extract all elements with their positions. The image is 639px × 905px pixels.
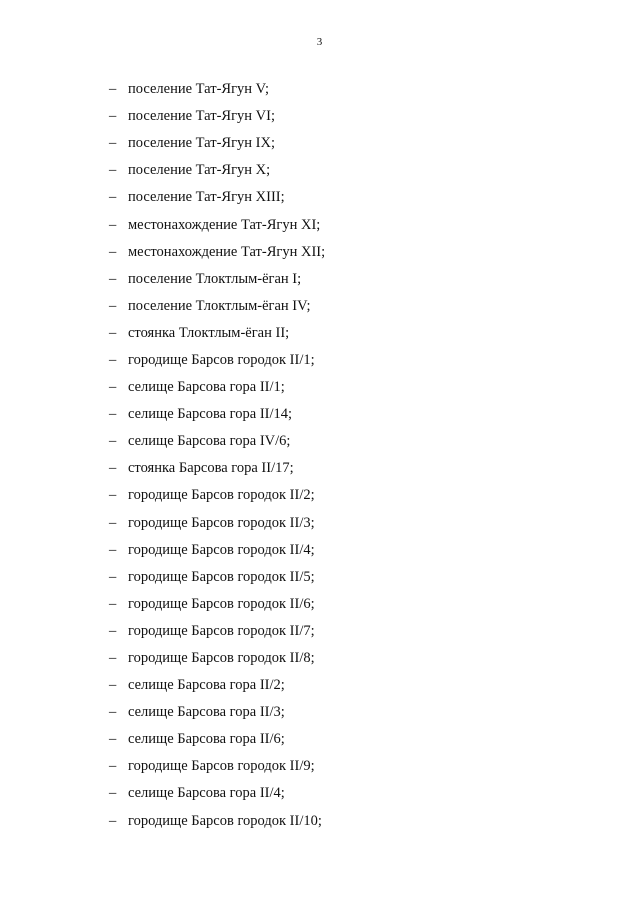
list-item <box>109 157 325 184</box>
dash-bullet: – <box>109 351 117 368</box>
list-item <box>109 455 325 482</box>
dash-bullet: – <box>109 731 117 748</box>
list-item <box>109 591 325 618</box>
page-number: 3 <box>316 36 323 48</box>
dash-bullet: – <box>109 433 117 450</box>
site-list <box>109 76 325 835</box>
list-item-text: селище Барсова гора II/2; <box>128 677 285 694</box>
list-item-text: городище Барсов городок II/7; <box>128 622 315 639</box>
list-item <box>109 374 325 401</box>
dash-bullet: – <box>109 650 117 667</box>
dash-bullet: – <box>109 704 117 721</box>
list-item <box>109 211 325 238</box>
dash-bullet: – <box>109 108 117 125</box>
list-item <box>109 482 325 509</box>
list-item-text: селище Барсова гора IV/6; <box>128 433 291 450</box>
dash-bullet: – <box>109 379 117 396</box>
dash-bullet: – <box>109 243 117 260</box>
dash-bullet: – <box>109 622 117 639</box>
list-item-text: селище Барсова гора II/1; <box>128 379 285 396</box>
list-item-text: городище Барсов городок II/3; <box>128 514 315 531</box>
dash-bullet: – <box>109 677 117 694</box>
dash-bullet: – <box>109 406 117 423</box>
dash-bullet: – <box>109 812 117 829</box>
list-item-text: поселение Тат-Ягун V; <box>128 81 270 98</box>
dash-bullet: – <box>109 189 117 206</box>
list-item-text: селище Барсова гора II/4; <box>128 785 285 802</box>
list-item <box>109 347 325 374</box>
dash-bullet: – <box>109 514 117 531</box>
dash-bullet: – <box>109 568 117 585</box>
list-item-text: поселение Тлоктлым-ёган IV; <box>128 297 311 314</box>
list-item-text: селище Барсова гора II/6; <box>128 731 285 748</box>
list-item <box>109 76 325 103</box>
dash-bullet: – <box>109 216 117 233</box>
list-item <box>109 699 325 726</box>
list-item-text: стоянка Тлоктлым-ёган II; <box>128 324 290 341</box>
list-item <box>109 266 325 293</box>
dash-bullet: – <box>109 758 117 775</box>
dash-bullet: – <box>109 541 117 558</box>
dash-bullet: – <box>109 135 117 152</box>
list-item-text: поселение Тат-Ягун IX; <box>128 135 275 152</box>
list-item <box>109 239 325 266</box>
list-item-text: поселение Тлоктлым-ёган I; <box>128 270 302 287</box>
list-item <box>109 780 325 807</box>
list-item-text: городище Барсов городок II/4; <box>128 541 315 558</box>
list-item <box>109 537 325 564</box>
list-item-text: поселение Тат-Ягун XIII; <box>128 189 285 206</box>
list-item <box>109 618 325 645</box>
list-item-text: селище Барсова гора II/14; <box>128 406 293 423</box>
list-item-text: поселение Тат-Ягун VI; <box>128 108 275 125</box>
list-item-text: поселение Тат-Ягун X; <box>128 162 271 179</box>
list-item-text: стоянка Барсова гора II/17; <box>128 460 294 477</box>
dash-bullet: – <box>109 487 117 504</box>
list-item-text: местонахождение Тат-Ягун XI; <box>128 216 321 233</box>
list-item <box>109 293 325 320</box>
list-item-text: городище Барсов городок II/10; <box>128 812 322 829</box>
dash-bullet: – <box>109 297 117 314</box>
dash-bullet: – <box>109 460 117 477</box>
list-item <box>109 130 325 157</box>
list-item <box>109 103 325 130</box>
list-item-text: городище Барсов городок II/2; <box>128 487 315 504</box>
list-item-text: городище Барсов городок II/6; <box>128 595 315 612</box>
list-item <box>109 184 325 211</box>
list-item-text: городище Барсов городок II/5; <box>128 568 315 585</box>
list-item-text: местонахождение Тат-Ягун XII; <box>128 243 326 260</box>
list-item <box>109 645 325 672</box>
list-item <box>109 320 325 347</box>
list-item <box>109 510 325 537</box>
list-item <box>109 428 325 455</box>
dash-bullet: – <box>109 270 117 287</box>
dash-bullet: – <box>109 324 117 341</box>
dash-bullet: – <box>109 595 117 612</box>
list-item <box>109 726 325 753</box>
list-item-text: городище Барсов городок II/8; <box>128 650 315 667</box>
dash-bullet: – <box>109 162 117 179</box>
list-item <box>109 753 325 780</box>
list-item <box>109 672 325 699</box>
list-item-text: городище Барсов городок II/1; <box>128 351 315 368</box>
list-item <box>109 401 325 428</box>
list-item-text: городище Барсов городок II/9; <box>128 758 315 775</box>
list-item-text: селище Барсова гора II/3; <box>128 704 285 721</box>
list-item <box>109 564 325 591</box>
dash-bullet: – <box>109 81 117 98</box>
list-item <box>109 808 325 835</box>
dash-bullet: – <box>109 785 117 802</box>
